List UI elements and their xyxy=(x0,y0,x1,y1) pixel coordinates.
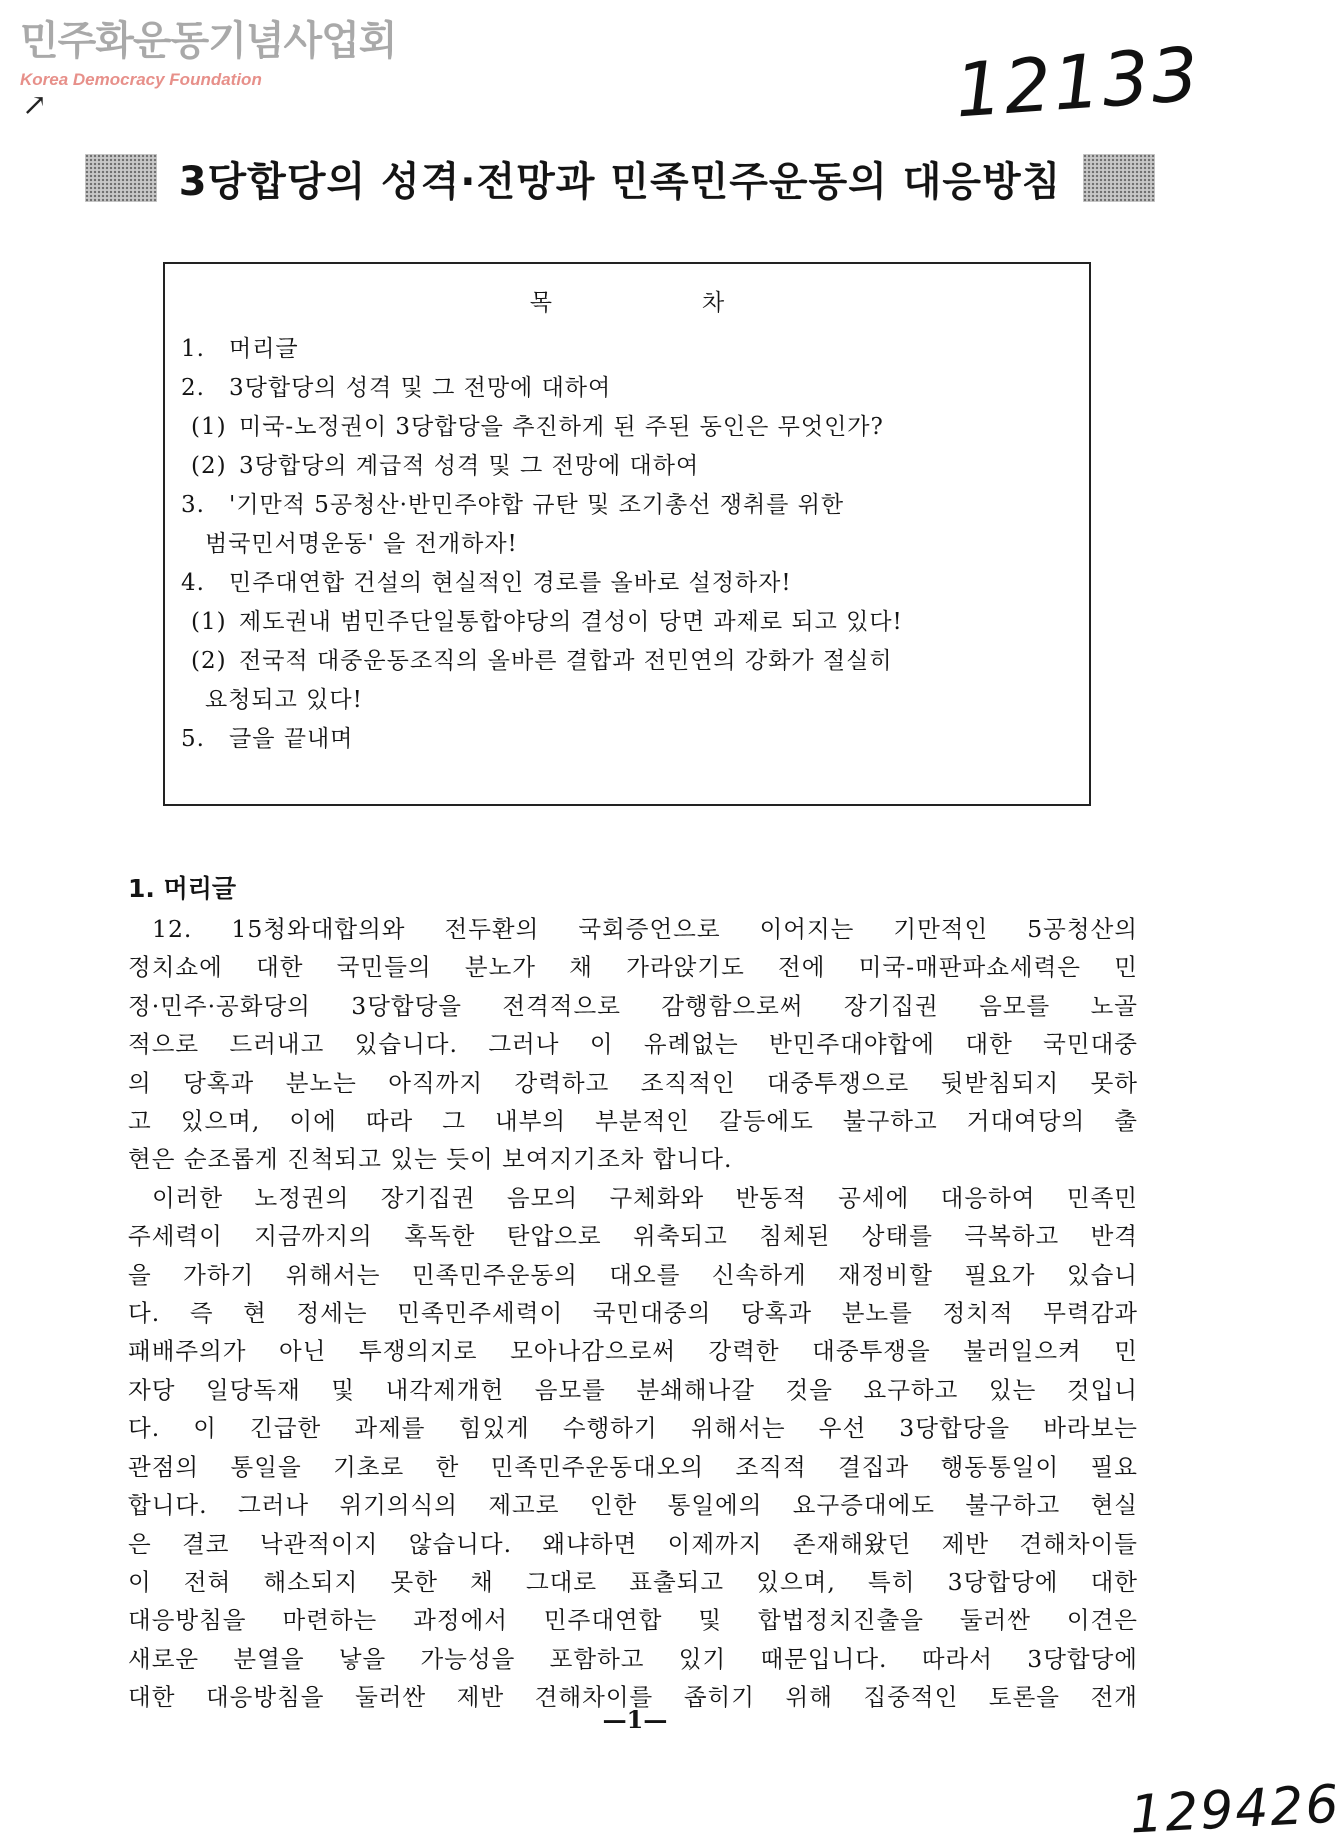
toc-item-number: (1) xyxy=(191,414,227,440)
paragraph-line: 고 있으며, 이에 따라 그 내부의 부분적인 갈등에도 불구하고 거대여당의 출 xyxy=(128,1107,1138,1136)
toc-item xyxy=(181,681,1073,720)
paragraph-line: 을 가하기 위해서는 민족민주운동의 대오를 신속하게 재정비할 필요가 있습니 xyxy=(128,1260,1138,1289)
toc-item xyxy=(181,486,1073,525)
paragraph-line: 관점의 통일을 기초로 한 민족민주운동대오의 조직적 결집과 행동통일이 필요 xyxy=(128,1452,1138,1481)
toc-heading xyxy=(181,286,1073,320)
toc-item-text: 민주대연합 건설의 현실적인 경로를 올바로 설정하자! xyxy=(229,570,792,596)
toc-item xyxy=(181,642,1073,681)
toc-item-text: 미국-노정권이 3당합당을 추진하게 된 주된 동인은 무엇인가? xyxy=(239,414,884,440)
paragraph-line: 대응방침을 마련하는 과정에서 민주대연합 및 합법정치진출을 둘러싼 이견은 xyxy=(128,1606,1138,1635)
watermark-logo xyxy=(20,18,396,90)
paragraph-line: 패배주의가 아닌 투쟁의지로 모아나감으로써 강력한 대중투쟁을 불러일으켜 민 xyxy=(128,1337,1138,1366)
paragraph-line: 자당 일당독재 및 내각제개헌 음모를 분쇄해나갈 것을 요구하고 있는 것입니 xyxy=(128,1375,1138,1404)
toc-item xyxy=(181,330,1073,369)
toc-heading-left: 목 xyxy=(529,290,552,316)
toc-item-number: 3. xyxy=(181,492,205,518)
toc-item-number: (1) xyxy=(191,609,227,635)
title-shade-right xyxy=(1083,154,1155,202)
title-shade-left xyxy=(85,154,157,202)
toc-item xyxy=(181,720,1073,759)
paragraph-1 xyxy=(128,910,1138,1179)
toc-item xyxy=(181,408,1073,447)
toc-item-text: 3당합당의 성격 및 그 전망에 대하여 xyxy=(229,375,612,401)
paragraph-line: 이 전혀 해소되지 못한 채 그대로 표출되고 있으며, 특히 3당합당에 대한 xyxy=(128,1567,1138,1596)
paragraph-line: 다. 이 긴급한 과제를 힘있게 수행하기 위해서는 우선 3당합당을 바라보는 xyxy=(128,1414,1138,1443)
paragraph-line: 정·민주·공화당의 3당합당을 전격적으로 감행함으로써 장기집권 음모를 노골 xyxy=(128,991,1138,1020)
page-title: 3당합당의 성격·전망과 민족민주운동의 대응방침 xyxy=(178,158,1062,205)
paragraph-line: 은 결코 낙관적이지 않습니다. 왜냐하면 이제까지 존재해왔던 제반 견해차이들 xyxy=(128,1529,1138,1558)
toc-item-text: 전국적 대중운동조직의 올바른 결합과 전민연의 강화가 절실히 xyxy=(239,648,893,674)
paragraph-line: 이러한 노정권의 장기집권 음모의 구체화와 반동적 공세에 대응하여 민족민 xyxy=(152,1183,1138,1212)
scan-mark: ↗ xyxy=(22,88,48,123)
toc-item-number: 4. xyxy=(181,570,205,596)
paragraph-line: 합니다. 그러나 위기의식의 제고로 인한 통일에의 요구증대에도 불구하고 현실 xyxy=(128,1491,1138,1520)
table-of-contents xyxy=(163,262,1091,806)
toc-item-text: 3당합당의 계급적 성격 및 그 전망에 대하여 xyxy=(239,453,700,479)
toc-item-number: (2) xyxy=(191,453,227,479)
paragraph-line: 다. 즉 현 정세는 민족민주세력이 국민대중의 당혹과 분노를 정치적 무력감과 xyxy=(128,1299,1138,1328)
toc-item xyxy=(181,525,1073,564)
toc-heading-right: 차 xyxy=(702,290,725,316)
title-row xyxy=(178,148,1062,208)
paragraph-line: 새로운 분열을 낳을 가능성을 포함하고 있기 때문입니다. 따라서 3당합당에 xyxy=(128,1644,1138,1673)
toc-item-text: 요청되고 있다! xyxy=(205,687,363,713)
section-heading: 1. 머리글 xyxy=(128,874,237,903)
handwritten-number-bottom: 129426 xyxy=(1128,1774,1342,1845)
page-number: —1— xyxy=(602,1705,668,1734)
paragraph-2 xyxy=(128,1179,1138,1717)
paragraph-line: 적으로 드러내고 있습니다. 그러나 이 유례없는 반민주대야합에 대한 국민대중 xyxy=(128,1030,1138,1059)
toc-item-text: 제도권내 범민주단일통합야당의 결성이 당면 과제로 되고 있다! xyxy=(239,609,903,635)
body-text xyxy=(128,868,1138,1717)
watermark-english: Korea Democracy Foundation xyxy=(20,70,262,89)
paragraph-line: 대한 대응방침을 둘러싼 제반 견해차이를 좁히기 위해 집중적인 토론을 전개 xyxy=(128,1683,1138,1712)
toc-item-text: 글을 끝내며 xyxy=(229,726,354,752)
paragraph-line: 의 당혹과 분노는 아직까지 강력하고 조직적인 대중투쟁으로 뒷받침되지 못하 xyxy=(128,1068,1138,1097)
toc-item-text: '기만적 5공청산·반민주야합 규탄 및 조기총선 쟁취를 위한 xyxy=(229,492,845,518)
toc-item-number: 2. xyxy=(181,375,205,401)
toc-item xyxy=(181,603,1073,642)
toc-item-text: 머리글 xyxy=(229,336,299,362)
paragraph-line: 주세력이 지금까지의 혹독한 탄압으로 위축되고 침체된 상태를 극복하고 반격 xyxy=(128,1222,1138,1251)
toc-item-text: 범국민서명운동' 을 전개하자! xyxy=(205,531,518,557)
watermark-korean: 민주화운동기념사업회 xyxy=(20,18,397,64)
handwritten-number-top: 12133 xyxy=(952,31,1204,135)
paragraph-line: 12. 15청와대합의와 전두환의 국회증언으로 이어지는 기만적인 5공청산의 xyxy=(152,915,1138,943)
paragraph-line: 현은 순조롭게 진척되고 있는 듯이 보여지기조차 합니다. xyxy=(128,1145,733,1174)
toc-item xyxy=(181,564,1073,603)
toc-item-number: (2) xyxy=(191,648,227,674)
toc-item-number: 1. xyxy=(181,336,205,362)
toc-item-number: 5. xyxy=(181,726,205,752)
toc-item xyxy=(181,447,1073,486)
paragraph-line: 정치쇼에 대한 국민들의 분노가 채 가라앉기도 전에 미국-매판파쇼세력은 민 xyxy=(128,953,1138,982)
toc-item xyxy=(181,369,1073,408)
